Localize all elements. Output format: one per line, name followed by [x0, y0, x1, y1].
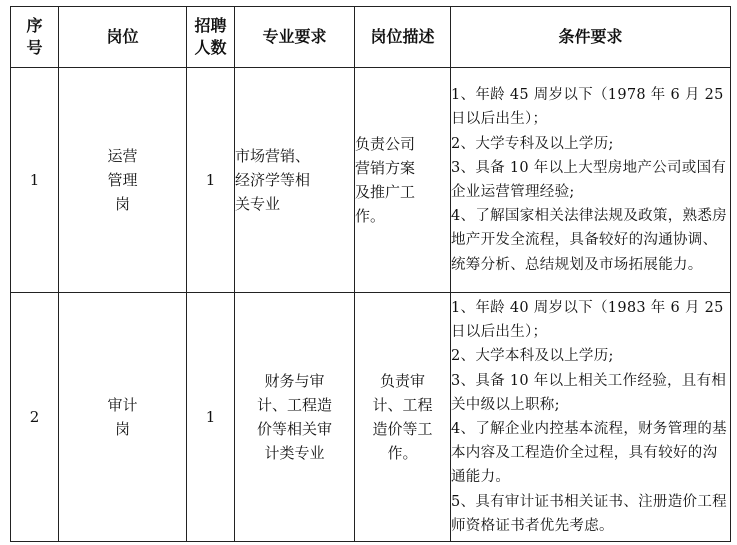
- header-desc: [355, 7, 451, 68]
- row-conditions: [451, 293, 731, 542]
- condition-item: 1、年龄 45 周岁以下（1978 年 6 月 25 日以后出生）；: [451, 87, 724, 128]
- header-conditions-text: 条件要求: [558, 27, 623, 46]
- row-count: 1: [187, 68, 235, 293]
- header-position-text: 岗位: [106, 27, 139, 46]
- row-position: 运营 管理 岗: [59, 68, 187, 293]
- condition-item: 3、具备 10 年以上大型房地产公司或国有企业运营管理经验;: [451, 159, 727, 200]
- header-no-text: 序 号: [26, 16, 43, 57]
- condition-item: 4、了解国家相关法律法规及政策，熟悉房地产开发全流程，具备较好的沟通协调、统筹分析、总结规划及市场拓展能力。: [451, 208, 727, 273]
- header-conditions: [451, 7, 731, 68]
- row-no: 1: [11, 68, 59, 293]
- header-position: [59, 7, 187, 68]
- condition-item: 4、了解企业内控基本流程，财务管理的基本内容及工程造价全过程，具有较好的沟通能力。: [451, 421, 727, 486]
- condition-item: 2、大学本科及以上学历;: [451, 348, 614, 365]
- header-count-text: 招聘 人数: [194, 16, 227, 57]
- row-conditions: [451, 68, 731, 293]
- header-row: [11, 7, 731, 68]
- row-count: 1: [187, 293, 235, 542]
- header-major-text: 专业要求: [262, 27, 327, 46]
- table-row: [11, 68, 731, 293]
- row-desc: 负责审 计、工程 造价等工 作。: [355, 293, 451, 542]
- row-major: 市场营销、 经济学等相 关专业: [235, 68, 355, 293]
- condition-item: 3、具备 10 年以上相关工作经验，且有相关中级以上职称;: [451, 372, 727, 413]
- row-no: 2: [11, 293, 59, 542]
- condition-item: 1、年龄 40 周岁以下（1983 年 6 月 25 日以后出生）；: [451, 299, 724, 341]
- row-position: 审计 岗: [59, 293, 187, 542]
- job-table: [10, 6, 731, 542]
- condition-item: 5、具有审计证书相关证书、注册造价工程师资格证书者优先考虑。: [451, 493, 727, 534]
- row-major: 财务与审 计、工程造 价等相关审 计类专业: [235, 293, 355, 542]
- row-desc: 负责公司 营销方案 及推广工 作。: [355, 68, 451, 293]
- header-count: [187, 7, 235, 68]
- header-no: [11, 7, 59, 68]
- header-major: [235, 7, 355, 68]
- header-desc-text: 岗位描述: [370, 27, 435, 46]
- condition-item: 2、大学专科及以上学历;: [451, 135, 614, 152]
- table-row: [11, 293, 731, 542]
